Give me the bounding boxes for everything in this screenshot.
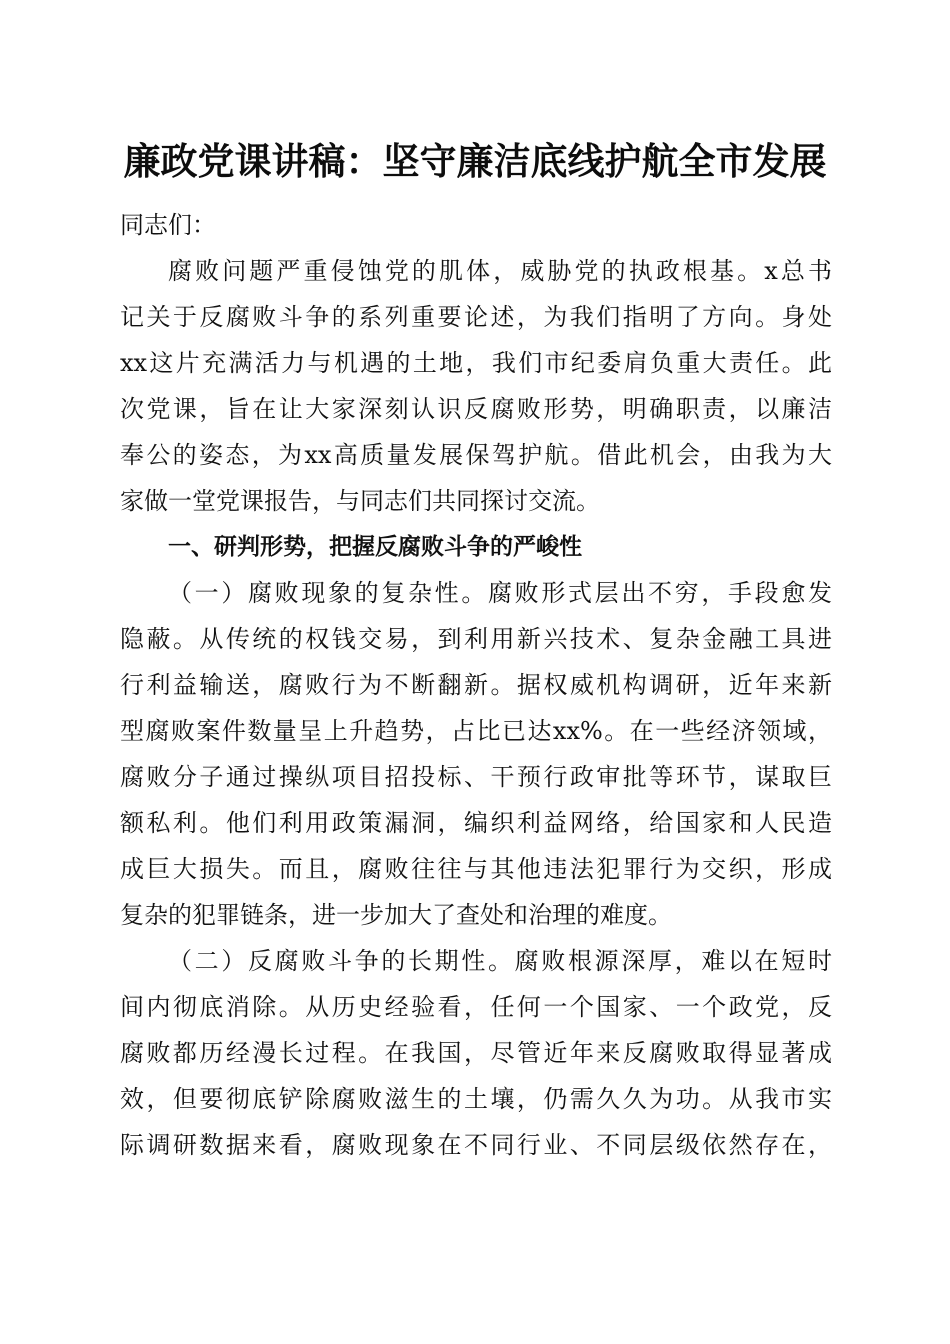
- paragraph-line: 腐败分子通过操纵项目招投标、干预行政审批等环节，谋取巨: [120, 763, 832, 791]
- paragraph-line: 腐败问题严重侵蚀党的肌体，威胁党的执政根基。x总书: [168, 257, 832, 285]
- paragraph-line: 额私利。他们利用政策漏洞，编织利益网络，给国家和人民造: [120, 809, 832, 837]
- paragraph-line: 隐蔽。从传统的权钱交易，到利用新兴技术、复杂金融工具进: [120, 625, 832, 653]
- paragraph-line: 记关于反腐败斗争的系列重要论述，为我们指明了方向。身处: [120, 303, 832, 331]
- paragraph-line: 行利益输送，腐败行为不断翻新。据权威机构调研，近年来新: [120, 671, 832, 699]
- paragraph-line: 腐败都历经漫长过程。在我国，尽管近年来反腐败取得显著成: [120, 1039, 832, 1067]
- paragraph-complexity: [120, 570, 832, 938]
- paragraph-line: 间内彻底消除。从历史经验看，任何一个国家、一个政党，反: [120, 993, 832, 1021]
- paragraph-line: 际调研数据来看，腐败现象在不同行业、不同层级依然存在，: [120, 1131, 832, 1159]
- paragraph-line: 型腐败案件数量呈上升趋势，占比已达xx%。在一些经济领域，: [120, 717, 832, 745]
- paragraph-line: 家做一堂党课报告，与同志们共同探讨交流。: [120, 487, 600, 515]
- paragraph-long-term: [120, 938, 832, 1168]
- paragraph-line: 次党课，旨在让大家深刻认识反腐败形势，明确职责，以廉洁: [120, 395, 832, 423]
- paragraph-line: （一）腐败现象的复杂性。腐败形式层出不穷，手段愈发: [168, 579, 832, 607]
- paragraph-line: 复杂的犯罪链条，进一步加大了查处和治理的难度。: [120, 901, 672, 929]
- paragraph-line: xx这片充满活力与机遇的土地，我们市纪委肩负重大责任。此: [120, 349, 832, 377]
- paragraph-line: 成巨大损失。而且，腐败往往与其他违法犯罪行为交织，形成: [120, 855, 832, 883]
- document-title: 廉政党课讲稿：坚守廉洁底线护航全市发展: [123, 139, 827, 183]
- document-body: [120, 202, 832, 1168]
- salutation: 同志们：: [120, 211, 216, 239]
- paragraph-intro: [120, 248, 832, 524]
- section-heading: 一、研判形势，把握反腐败斗争的严峻性: [168, 534, 582, 560]
- paragraph-line: 效，但要彻底铲除腐败滋生的土壤，仍需久久为功。从我市实: [120, 1085, 832, 1113]
- paragraph-line: 奉公的姿态，为xx高质量发展保驾护航。借此机会，由我为大: [120, 441, 832, 469]
- paragraph-line: （二）反腐败斗争的长期性。腐败根源深厚，难以在短时: [168, 947, 832, 975]
